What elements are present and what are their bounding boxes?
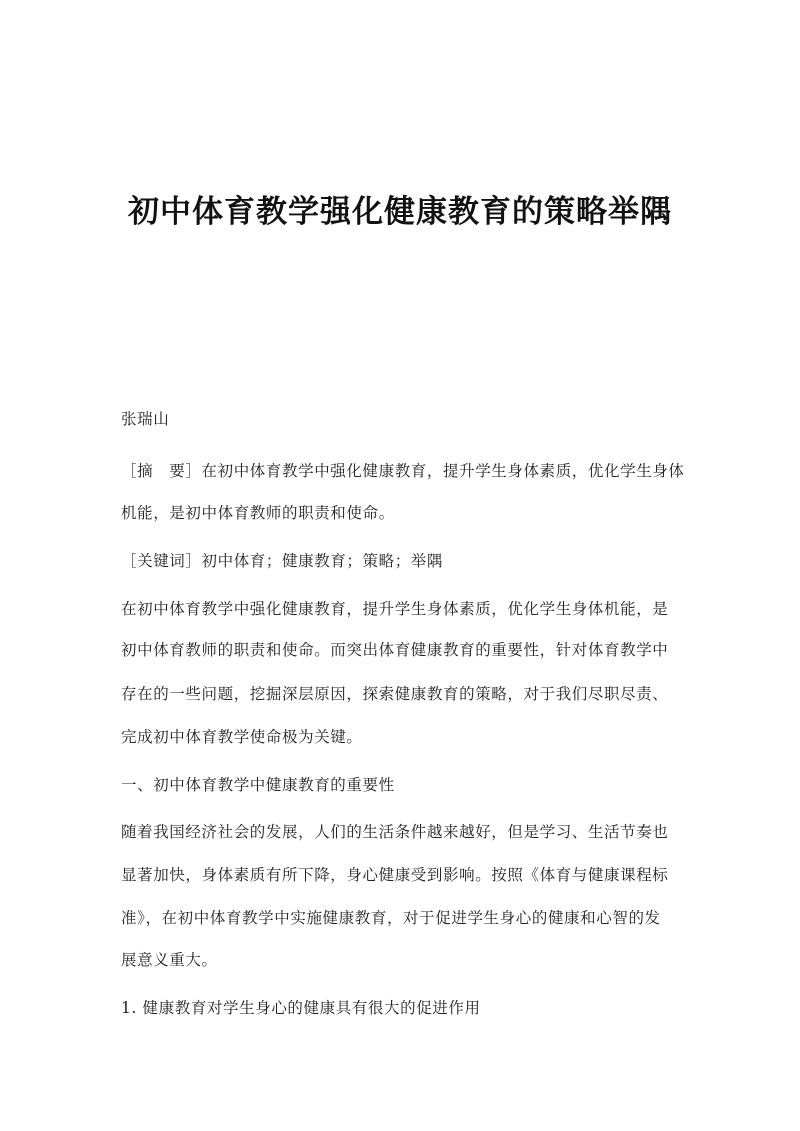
abstract-line-1: ［摘 要］在初中体育教学中强化健康教育，提升学生身体素质，优化学生身体 bbox=[121, 462, 685, 480]
section-1-heading: 一、初中体育教学中健康教育的重要性 bbox=[121, 776, 395, 794]
keywords-line: ［关键词］初中体育；健康教育；策略；举隅 bbox=[121, 552, 444, 570]
intro-line-2: 初中体育教师的职责和使命。而突出体育健康教育的重要性，针对体育教学中 bbox=[121, 641, 669, 659]
section-1-line-3: 准》，在初中体育教学中实施健康教育，对于促进学生身心的健康和心智的发 bbox=[121, 909, 661, 927]
section-1-line-4: 展意义重大。 bbox=[121, 951, 218, 969]
document-title: 初中体育教学强化健康教育的策略举隅 bbox=[128, 194, 672, 230]
subsection-1-heading: 1. 健康教育对学生身心的健康具有很大的促进作用 bbox=[121, 999, 481, 1017]
section-1-line-2: 显著加快，身体素质有所下降，身心健康受到影响。按照《体育与健康课程标 bbox=[121, 866, 669, 884]
section-1-line-1: 随着我国经济社会的发展，人们的生活条件越来越好，但是学习、生活节奏也 bbox=[121, 823, 669, 841]
intro-line-3: 存在的一些问题，挖掘深层原因，探索健康教育的策略，对于我们尽职尽责、 bbox=[121, 685, 669, 703]
author-name: 张瑞山 bbox=[121, 410, 170, 428]
abstract-line-2: 机能，是初中体育教师的职责和使命。 bbox=[121, 504, 395, 522]
intro-line-1: 在初中体育教学中强化健康教育，提升学生身体素质，优化学生身体机能，是 bbox=[121, 600, 669, 618]
intro-line-4: 完成初中体育教学使命极为关键。 bbox=[121, 728, 363, 746]
